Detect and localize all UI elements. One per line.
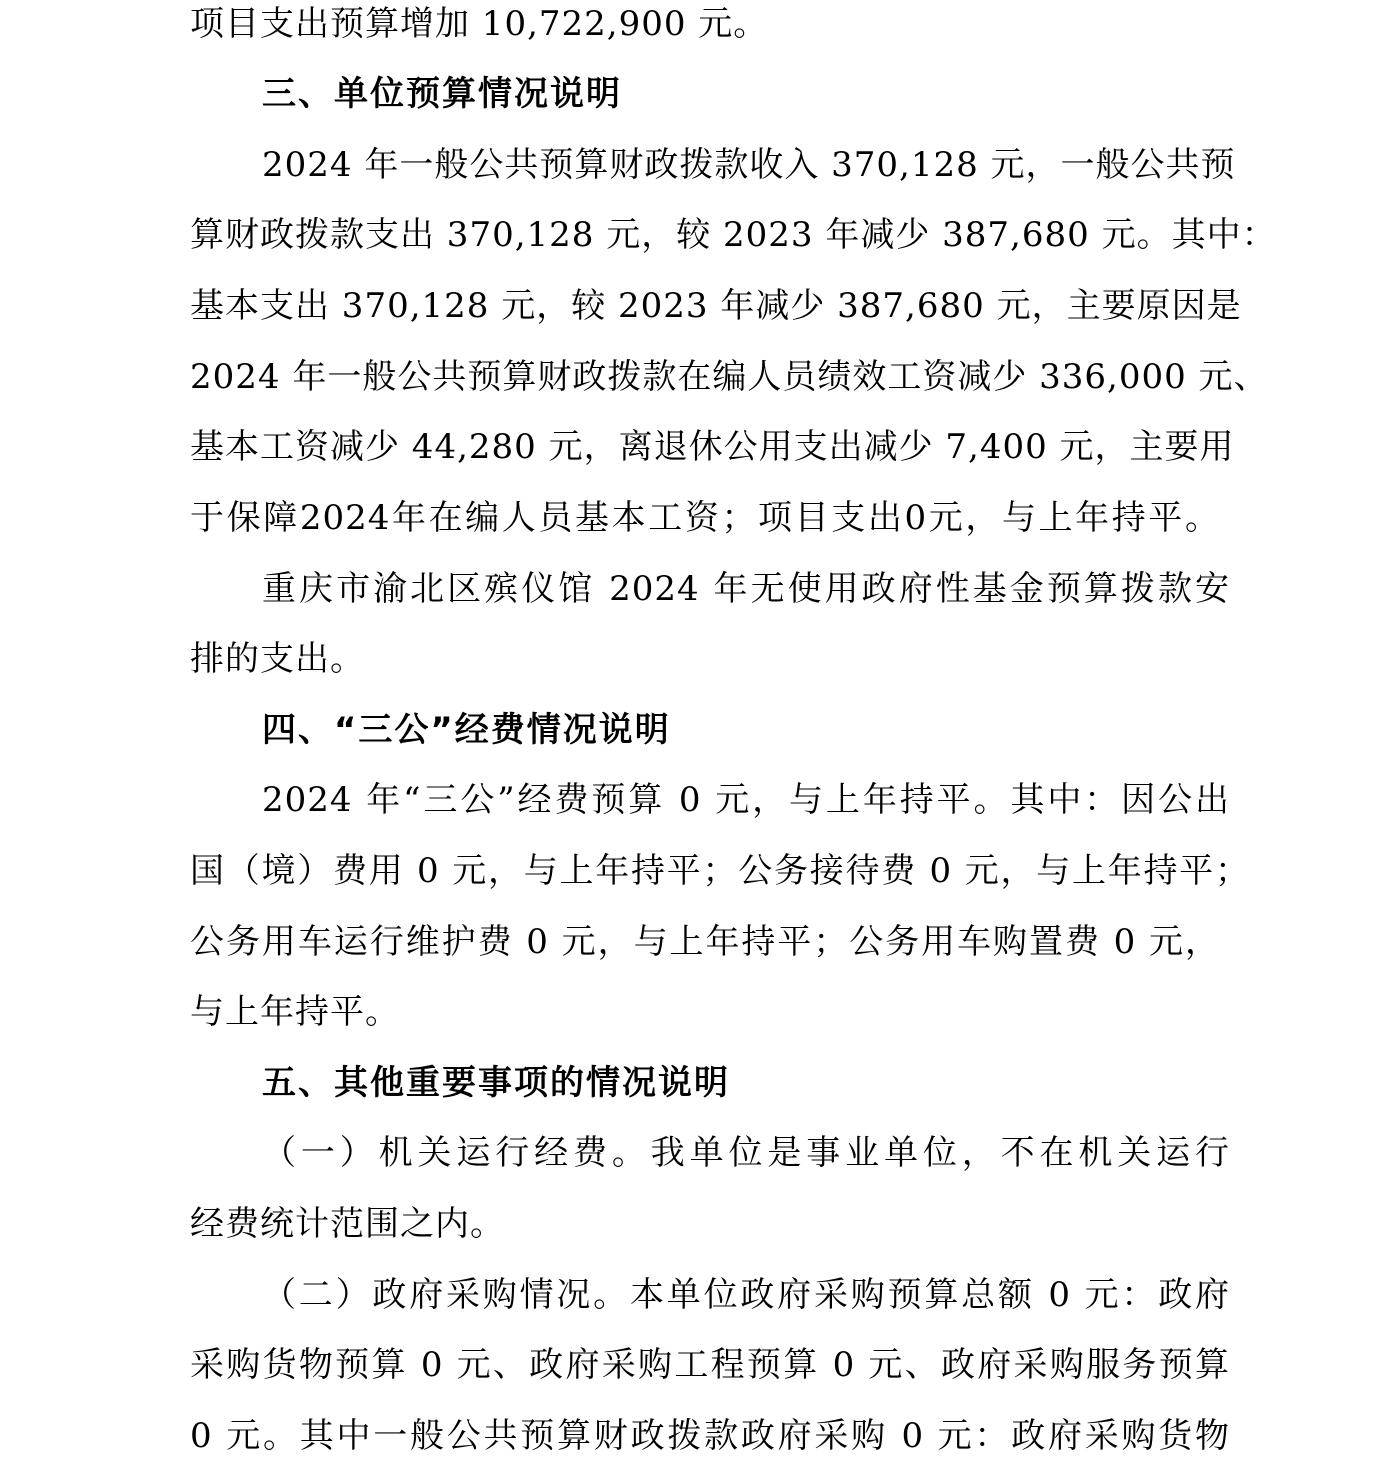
paragraph-line: 公务用车运行维护费 0 元，与上年持平；公务用车购置费 0 元，: [190, 922, 1220, 962]
section-heading: 五、其他重要事项的情况说明: [262, 1063, 730, 1103]
paragraph-line: 算财政拨款支出 370,128 元，较 2023 年减少 387,680 元。其中：: [190, 215, 1277, 255]
paragraph-line: 与上年持平。: [190, 992, 400, 1032]
paragraph-line: 采购货物预算 0 元、政府采购工程预算 0 元、政府采购服务预算: [190, 1345, 1230, 1385]
paragraph-line: （一）机关运行经费。我单位是事业单位，不在机关运行: [262, 1133, 1230, 1173]
paragraph-line: 0 元。其中一般公共预算财政拨款政府采购 0 元：政府采购货物: [190, 1416, 1230, 1456]
paragraph-line: 基本支出 370,128 元，较 2023 年减少 387,680 元，主要原因是: [190, 286, 1242, 326]
paragraph-line: 2024 年一般公共预算财政拨款在编人员绩效工资减少 336,000 元、: [190, 357, 1269, 397]
paragraph-line: 于保障2024年在编人员基本工资；项目支出0元，与上年持平。: [190, 498, 1220, 538]
paragraph-line: 国（境）费用 0 元，与上年持平；公务接待费 0 元，与上年持平；: [190, 851, 1250, 891]
paragraph-line: （二）政府采购情况。本单位政府采购预算总额 0 元：政府: [262, 1275, 1230, 1315]
paragraph-line: 基本工资减少 44,280 元，离退休公用支出减少 7,400 元，主要用: [190, 427, 1235, 467]
paragraph-line: 2024 年一般公共预算财政拨款收入 370,128 元，一般公共预: [262, 145, 1236, 185]
paragraph-line: 项目支出预算增加 10,722,900 元。: [190, 4, 769, 44]
section-heading: 四、“三公”经费情况说明: [262, 710, 671, 750]
paragraph-line: 重庆市渝北区殡仪馆 2024 年无使用政府性基金预算拨款安: [262, 569, 1230, 609]
paragraph-line: 排的支出。: [190, 639, 365, 679]
paragraph-line: 2024 年“三公”经费预算 0 元，与上年持平。其中：因公出: [262, 780, 1230, 820]
section-heading: 三、单位预算情况说明: [262, 74, 622, 114]
paragraph-line: 经费统计范围之内。: [190, 1204, 505, 1244]
